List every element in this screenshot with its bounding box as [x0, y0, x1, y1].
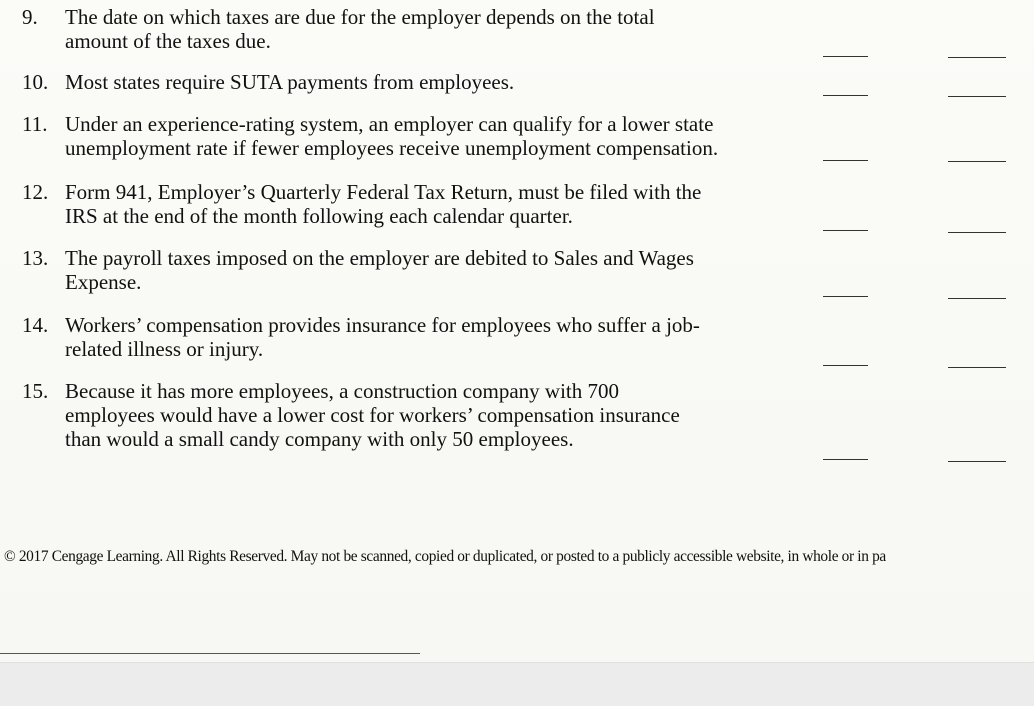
copyright-notice: © 2017 Cengage Learning. All Rights Reserved. May not be scanned, copied or duplicated, or posted to a publicly accessible website, in whole or in pa — [4, 548, 886, 565]
question-number: 12. — [22, 180, 49, 204]
question-text: Most states require SUTA payments from employees. — [65, 70, 515, 94]
question-number: 13. — [22, 246, 49, 270]
answer-blank-true[interactable] — [823, 95, 868, 96]
question-text: Workers’ compensation provides insurance for employees who suffer a job- related illness or injury. — [65, 313, 700, 361]
question-14 — [22, 313, 812, 361]
answer-blank-false[interactable] — [948, 298, 1006, 299]
question-11 — [22, 112, 812, 160]
question-number: 15. — [22, 379, 49, 403]
answer-blank-true[interactable] — [823, 230, 868, 231]
question-13 — [22, 246, 812, 294]
answer-blank-true[interactable] — [823, 296, 868, 297]
question-number: 10. — [22, 70, 49, 94]
question-10 — [22, 70, 812, 94]
question-text: Under an experience-rating system, an employer can qualify for a lower state unemployment rate if fewer employees receive unemployment compensation. — [65, 112, 719, 160]
viewer-bottom-bar — [0, 662, 1034, 706]
question-12 — [22, 180, 812, 228]
answer-blank-false[interactable] — [948, 461, 1006, 462]
question-15 — [22, 379, 812, 451]
answer-blank-false[interactable] — [948, 96, 1006, 97]
question-text: Form 941, Employer’s Quarterly Federal Tax Return, must be filed with the IRS at the end of the month following each calendar quarter. — [65, 180, 702, 228]
question-text: The payroll taxes imposed on the employer are debited to Sales and Wages Expense. — [65, 246, 694, 294]
page-divider — [0, 653, 420, 654]
question-text: Because it has more employees, a construction company with 700 employees would have a lower cost for workers’ compensation insurance than would a small candy company with only 50 employees. — [65, 379, 680, 451]
answer-blank-true[interactable] — [823, 365, 868, 366]
answer-blank-true[interactable] — [823, 160, 868, 161]
question-number: 11. — [22, 112, 48, 136]
answer-blank-true[interactable] — [823, 459, 868, 460]
question-9 — [22, 5, 812, 53]
question-text: The date on which taxes are due for the employer depends on the total amount of the taxes due. — [65, 5, 655, 53]
answer-blank-true[interactable] — [823, 56, 868, 57]
question-number: 9. — [22, 5, 38, 29]
answer-blank-false[interactable] — [948, 232, 1006, 233]
answer-blank-false[interactable] — [948, 57, 1006, 58]
question-number: 14. — [22, 313, 49, 337]
answer-blank-false[interactable] — [948, 161, 1006, 162]
answer-blank-false[interactable] — [948, 367, 1006, 368]
